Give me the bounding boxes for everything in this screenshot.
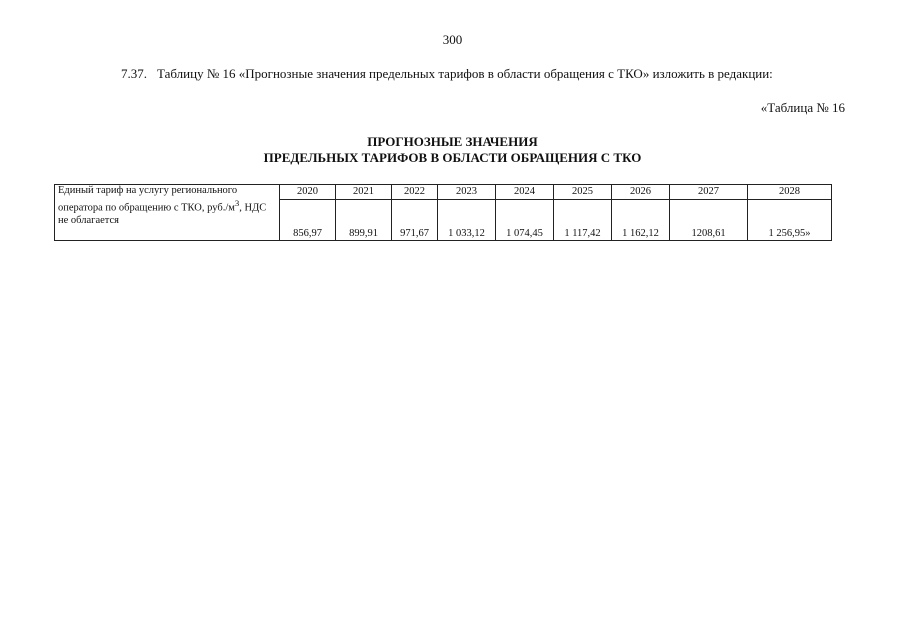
table-title (0, 134, 905, 166)
year-cell-2028: 2028 (748, 185, 832, 200)
tariff-table (54, 184, 832, 241)
value-cell-2022: 971,67 (392, 200, 438, 241)
row-label-text: Единый тариф на услугу регионального оператора по обращению с ТКО, руб./м (58, 185, 238, 214)
value-cell-2023: 1 033,12 (438, 200, 496, 241)
year-cell-2020: 2020 (280, 185, 336, 200)
table-title-line-1: ПРОГНОЗНЫЕ ЗНАЧЕНИЯ (367, 134, 538, 149)
value-cell-2021: 899,91 (336, 200, 392, 241)
row-label-superscript: 3 (234, 198, 240, 208)
table-title-line-2: ПРЕДЕЛЬНЫХ ТАРИФОВ В ОБЛАСТИ ОБРАЩЕНИЯ С ТКО (263, 150, 642, 165)
year-cell-2023: 2023 (438, 185, 496, 200)
year-cell-2026: 2026 (612, 185, 670, 200)
page-number: 300 (442, 32, 463, 47)
year-cell-2022: 2022 (392, 185, 438, 200)
year-cell-2027: 2027 (670, 185, 748, 200)
value-cell-2026: 1 162,12 (612, 200, 670, 241)
paragraph-text: Таблицу № 16 «Прогнозные значения предельных тарифов в области обращения с ТКО» изложить в редакции: (157, 66, 773, 81)
table-header-row (55, 185, 832, 200)
row-label-text-tail: , НДС не облагается (58, 202, 267, 226)
amendment-paragraph (85, 65, 845, 82)
year-cell-2024: 2024 (496, 185, 554, 200)
year-cell-2025: 2025 (554, 185, 612, 200)
value-cell-2020: 856,97 (280, 200, 336, 241)
value-cell-2027: 1208,61 (670, 200, 748, 241)
row-label-cell (55, 185, 280, 241)
value-cell-2025: 1 117,42 (554, 200, 612, 241)
table-reference: «Таблица № 16 (760, 100, 845, 115)
year-cell-2021: 2021 (336, 185, 392, 200)
value-cell-2024: 1 074,45 (496, 200, 554, 241)
paragraph-number: 7.37. (121, 66, 147, 81)
value-cell-2028: 1 256,95» (748, 200, 832, 241)
